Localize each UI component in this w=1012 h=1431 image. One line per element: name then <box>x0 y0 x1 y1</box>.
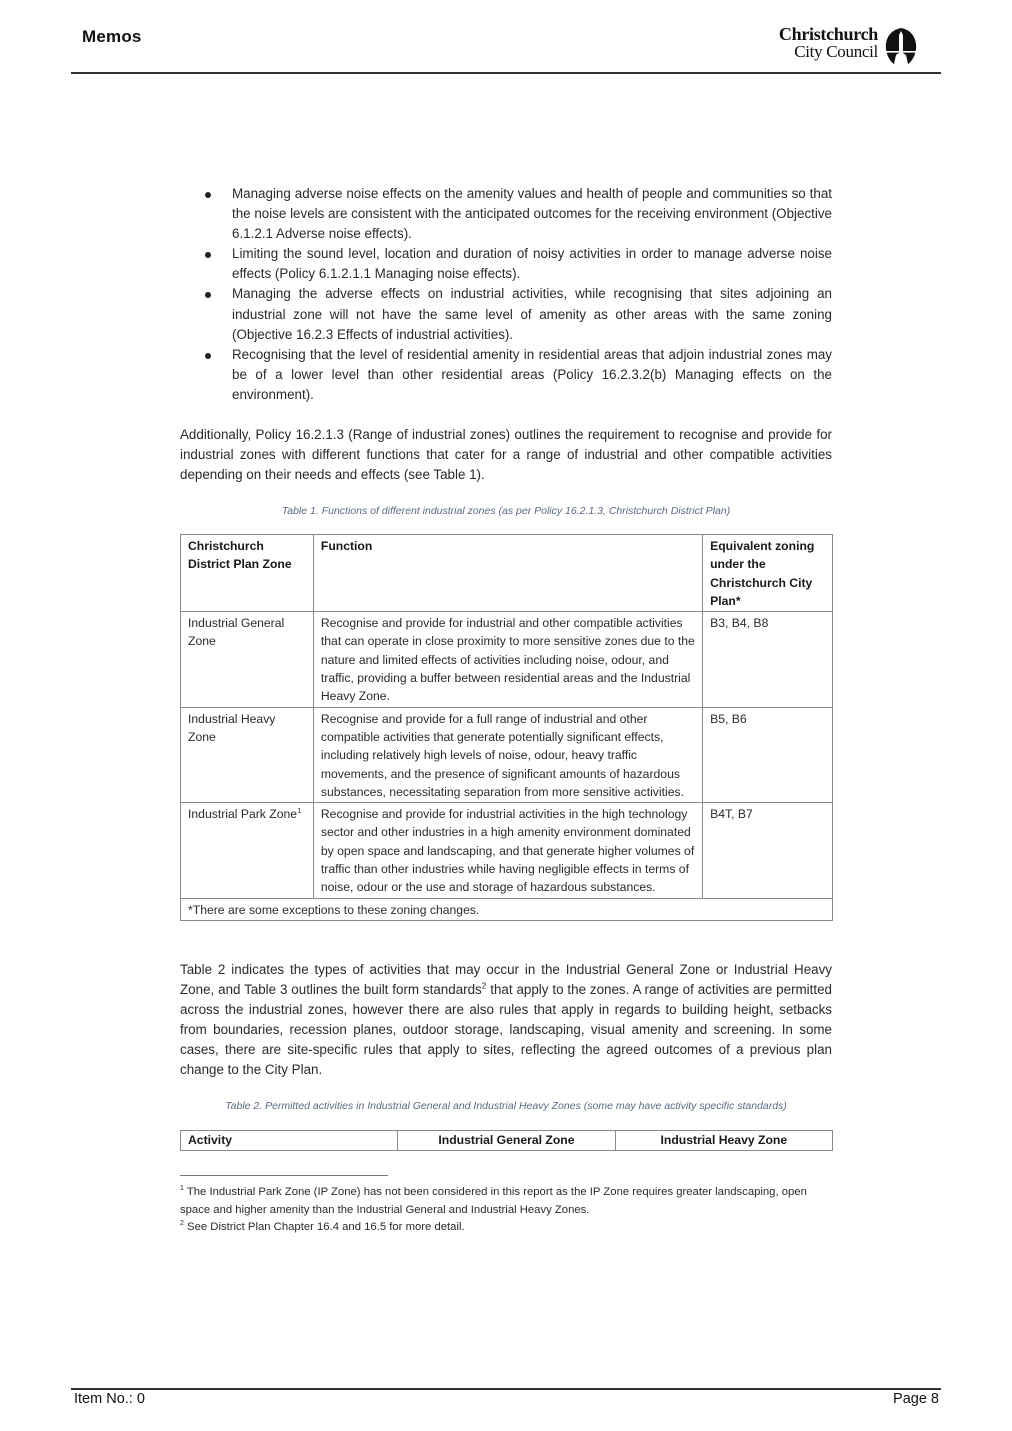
table-row <box>181 707 833 802</box>
zone-cell: Industrial Heavy Zone <box>181 707 314 802</box>
table2-permitted-activities <box>180 1130 833 1151</box>
footnote-item: $^2$ See District Plan Chapter 16.4 and 16.5 for more detail. <box>180 1220 465 1234</box>
table-header-row <box>181 1131 833 1151</box>
bullet-icon <box>205 292 211 298</box>
table1-caption: Table 1. Functions of different industrial zones (as per Policy 16.2.1.3, Christchurch District Plan) <box>281 505 731 517</box>
table-header-row <box>181 535 833 612</box>
column-header: Function <box>313 535 702 612</box>
page-header-title: Memos <box>82 27 142 46</box>
column-header: Christchurch District Plan Zone <box>181 535 314 612</box>
council-logo <box>770 26 930 66</box>
table2-caption: Table 2. Permitted activities in Industrial General and Industrial Heavy Zones (some may have activity specific standards) <box>225 1100 787 1112</box>
header-divider <box>71 72 941 74</box>
table-row <box>181 612 833 707</box>
logo-text <box>779 26 878 60</box>
paragraph-permitted-activities: Table 2 indicates the types of activities that may occur in the Industrial General Zone or Industrial Heavy Zone, and Table 3 outlines the built form standards$^2$ that apply to the zones. A range of activities are permitted across the industrial zones, however there are also rules that apply in regards to building height, setbacks from boundaries, recession planes, outdoor storage, landscaping, visual amenity and screening. In some cases, there are site-specific rules that apply to sites, reflecting the agreed outcomes of a previous plan change to the City Plan. <box>180 962 832 1078</box>
footnote-ref[interactable]: 1 <box>297 806 302 816</box>
bullet-item: Recognising that the level of residential amenity in residential areas that adjoin industrial zones may be of a lower level than other residential areas (Policy 16.2.3.2(b) Managing effects on the environment). <box>180 345 832 405</box>
policy-bullet-list <box>180 184 832 405</box>
footnotes <box>180 1184 840 1237</box>
logo-line-2: City Council <box>794 42 878 61</box>
column-header: Industrial General Zone <box>398 1131 615 1151</box>
zone-cell: Industrial Park Zone$^1$ <box>181 803 314 898</box>
bullet-icon <box>205 192 211 198</box>
zone-cell: Industrial General Zone <box>181 612 314 707</box>
function-cell: Recognise and provide for industrial and other compatible activities that can operate in close proximity to more sensitive zones due to the nature and limited effects of activities including noise, odour, and traffic, providing a buffer between residential areas and the Industrial Heavy Zone. <box>313 612 702 707</box>
bullet-item: Limiting the sound level, location and duration of noisy activities in order to manage adverse noise effects (Policy 6.1.2.1.1 Managing noise effects). <box>180 244 832 284</box>
page-number: Page 8 <box>893 1391 939 1407</box>
table-footnote: *There are some exceptions to these zoning changes. <box>181 898 833 920</box>
bullet-icon <box>205 353 211 359</box>
item-number: Item No.: 0 <box>74 1391 145 1407</box>
table-row <box>181 803 833 898</box>
column-header: Equivalent zoning under the Christchurch City Plan* <box>703 535 833 612</box>
equivalent-cell: B4T, B7 <box>703 803 833 898</box>
function-cell: Recognise and provide for a full range of industrial and other compatible activities that generate potentially significant effects, including relatively high levels of noise, odour, heavy traffic movements, and the presence of significant amounts of hazardous substances, necessitating separation from more sensitive activities. <box>313 707 702 802</box>
table1-zone-functions <box>180 534 833 921</box>
column-header: Activity <box>181 1131 398 1151</box>
logo-line-1: Christchurch <box>778 24 878 44</box>
footnote-item: $^1$ The Industrial Park Zone (IP Zone) has not been considered in this report as the IP Zone requires greater landscaping, open space and higher amenity than the Industrial General and Industrial Heavy Zones. <box>180 1185 807 1216</box>
function-cell: Recognise and provide for industrial activities in the high technology sector and other industries in a high amenity environment dominated by open space and landscaping, and that generate higher volumes of traffic than other industries while having negligible effects in terms of noise, odour or the use and storage of hazardous substances. <box>313 803 702 898</box>
equivalent-cell: B3, B4, B8 <box>703 612 833 707</box>
table-footnote-row <box>181 898 833 920</box>
cathedral-logo-icon <box>882 27 920 65</box>
bullet-item: Managing adverse noise effects on the amenity values and health of people and communities so that the noise levels are consistent with the anticipated outcomes for the receiving environment (Objective 6.1.2.1 Adverse noise effects). <box>180 184 832 244</box>
footnote-divider <box>180 1175 388 1176</box>
equivalent-cell: B5, B6 <box>703 707 833 802</box>
bullet-item: Managing the adverse effects on industrial activities, while recognising that sites adjoining an industrial zone will not have the same level of amenity as other areas with the same zoning (Objective 16.2.3 Effects of industrial activities). <box>180 284 832 344</box>
footer-divider <box>71 1388 941 1390</box>
bullet-icon <box>205 252 211 258</box>
column-header: Industrial Heavy Zone <box>615 1131 832 1151</box>
footnote-ref[interactable]: 2 <box>481 980 487 991</box>
paragraph-range-of-zones: Additionally, Policy 16.2.1.3 (Range of industrial zones) outlines the requirement to recognise and provide for industrial zones with different functions that cater for a range of industrial and other compatible activities depending on their needs and effects (see Table 1). <box>180 427 832 483</box>
